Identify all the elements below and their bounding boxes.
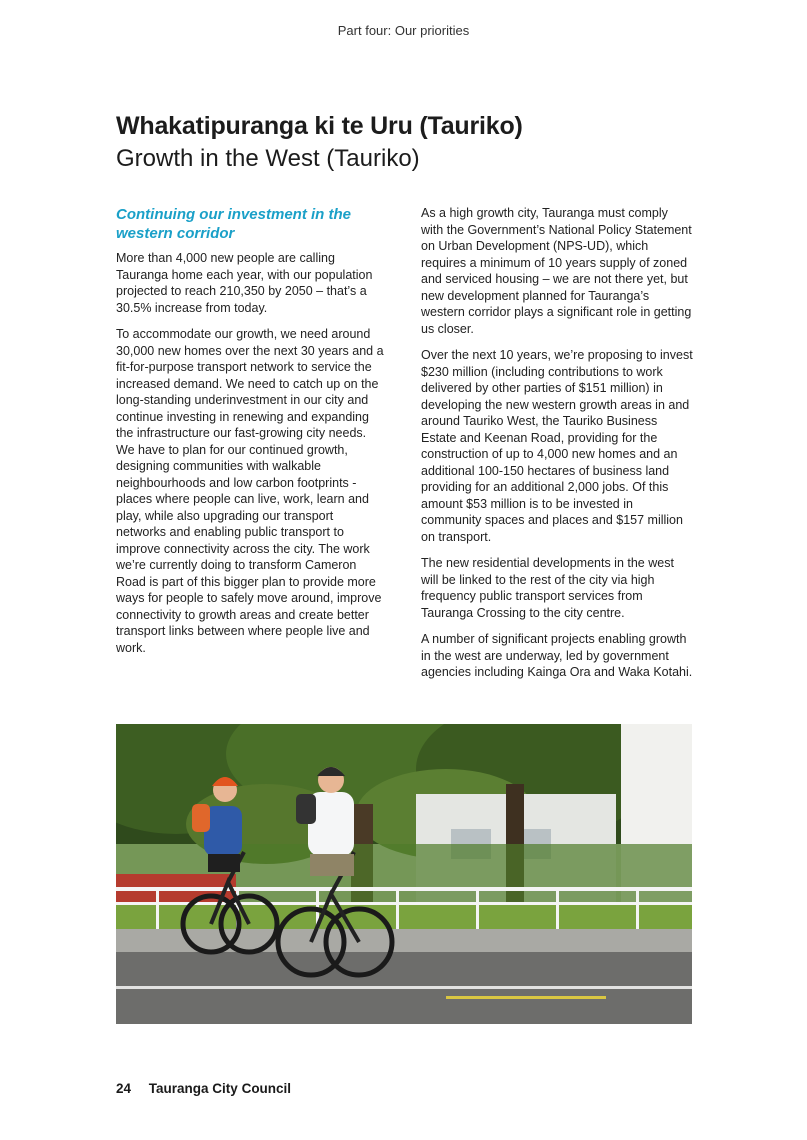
page-subtitle: Growth in the West (Tauriko) — [116, 145, 420, 172]
page-footer — [116, 1081, 291, 1096]
right-column — [421, 205, 693, 691]
paragraph: As a high growth city, Tauranga must comply with the Government’s National Policy Statement on Urban Development (NPS-UD), which requires a minimum of 10 years supply of zoned and serviced housing – we are not there yet, but new development planned for Tauranga’s western corridor plays a significant role in getting us closer. — [421, 206, 692, 336]
running-header: Part four: Our priorities — [337, 23, 470, 38]
left-column — [116, 205, 384, 666]
paragraph: A number of significant projects enabling growth in the west are underway, led by government agencies including Kainga Ora and Waka Kotahi. — [421, 632, 693, 679]
paragraph: To accommodate our growth, we need around 30,000 new homes over the next 30 years and a fit-for-purpose transport network to service the increased demand. We need to catch up on the long-standing underinvestment in our city and continue investing in renewing and expanding the infrastructure our fast-growing city needs. We have to plan for our continued growth, designing communities with walkable neighbourhoods and low carbon footprints - places where people can live, work, learn and play, while also upgrading our transport networks and enabling public transport to improve connectivity across the city. The work we’re currently doing to transform Cameron Road is part of this bigger plan to provide more ways for people to safely move around, improve connectivity to growth areas and create better transport links between where people live and work. — [116, 327, 384, 655]
paragraph: More than 4,000 new people are calling Tauranga home each year, with our population projected to reach 210,350 by 2050 – that’s a 30.5% increase from today. — [116, 251, 373, 315]
organisation-name: Tauranga City Council — [148, 1081, 292, 1096]
section-heading: Continuing our investment in the western corridor — [116, 206, 351, 242]
page-number: 24 — [116, 1081, 132, 1096]
paragraph: Over the next 10 years, we’re proposing to invest $230 million (including contributions to work delivered by other parties of $151 million) in developing the new western growth areas in and around Tauriko West, the Tauriko Business Estate and Keenan Road, providing for the construction of up to 4,000 new homes and an additional 100-150 hectares of business land providing for an additional 2,000 jobs. Of this amount $53 million is to be invested in community spaces and places and $157 million on transport. — [421, 348, 693, 544]
paragraph: The new residential developments in the west will be linked to the rest of the city via high frequency public transport services from Tauranga Crossing to the city centre. — [421, 556, 674, 620]
cyclists-photo — [116, 724, 692, 1024]
page-title: Whakatipuranga ki te Uru (Tauriko) — [116, 112, 523, 140]
